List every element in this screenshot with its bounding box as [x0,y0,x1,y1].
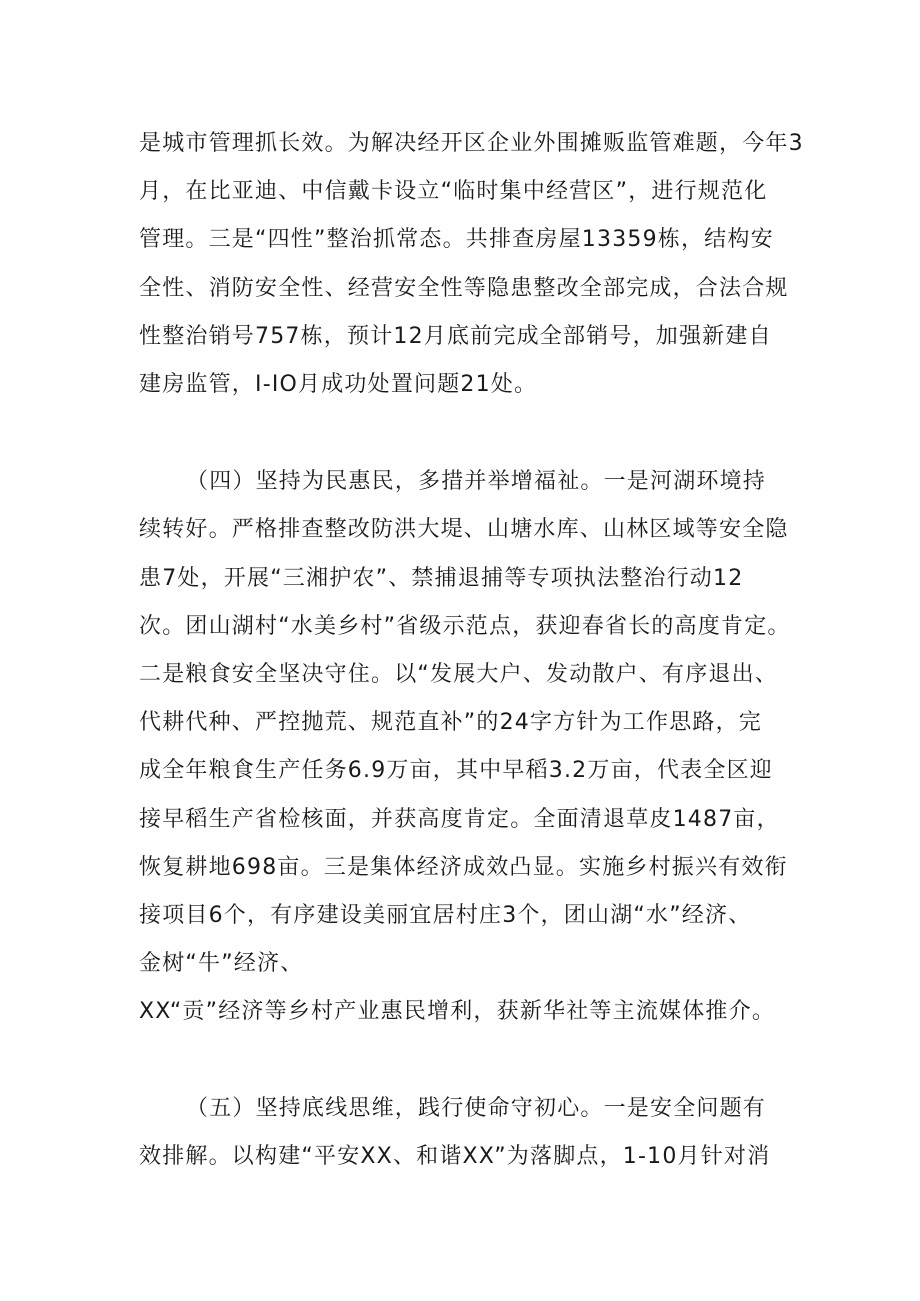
paragraph-3-line-2: 效排解。以构建“平安XX、和谐XX”为落脚点，1-10月针对消 [139,1144,771,1169]
paragraph-2-line-7: 成全年粮食生产任务6.9万亩，其中早稻3.2万亩，代表全区迎 [139,758,773,783]
paragraph-2-line-11: 金树“牛”经济、 [139,951,304,976]
paragraph-2-line-6: 代耕代种、严控抛荒、规范直补”的24字方针为工作思路，完 [139,710,762,735]
paragraph-2-line-2: 续转好。严格排查整改防洪大堤、山塘水库、山林区域等安全隐 [139,517,789,542]
paragraph-1-line-1: 是城市管理抓长效。为解决经开区企业外围摊贩监管难题，今年3 [139,131,804,156]
paragraph-1-line-6: 建房监管，I-IO月成功处置问题21处。 [139,372,538,397]
paragraph-1-line-5: 性整治销号757栋，预计12月底前完成全部销号，加强新建自 [139,324,772,349]
paragraph-2-line-4: 次。团山湖村“水美乡村”省级示范点，获迎春省长的高度肯定。 [139,614,791,639]
paragraph-2-line-8: 接早稻生产省检核面，并获高度肯定。全面清退草皮1487亩， [139,807,780,832]
paragraph-2-line-9: 恢复耕地698亩。三是集体经济成效凸显。实施乡村振兴有效衔 [139,855,788,880]
paragraph-2-line-10: 接项目6个，有序建设美丽宜居村庄3个，团山湖“水”经济、 [139,903,752,928]
paragraph-2-line-5: 二是粮食安全坚决守住。以“发展大户、发动散户、有序退出、 [139,662,778,687]
paragraph-1-line-4: 全性、消防安全性、经营安全性等隐患整改全部完成，合法合规 [139,276,789,301]
paragraph-1-line-2: 月，在比亚迪、中信戴卡设立“临时集中经营区”，进行规范化 [139,179,768,204]
paragraph-2-line-1: （四）坚持为民惠民，多措并举增福祉。一是河湖环境持 [186,469,767,494]
paragraph-2-line-12: XX“贡”经济等乡村产业惠民增利，获新华社等主流媒体推介。 [139,999,776,1024]
paragraph-1-line-3: 管理。三是“四性”整治抓常态。共排查房屋13359栋，结构安 [139,227,774,252]
paragraph-3-line-1: （五）坚持底线思维，践行使命守初心。一是安全问题有 [186,1096,767,1121]
paragraph-2-line-3: 患7处，开展“三湘护农”、禁捕退捕等专项执法整治行动12 [139,566,744,591]
